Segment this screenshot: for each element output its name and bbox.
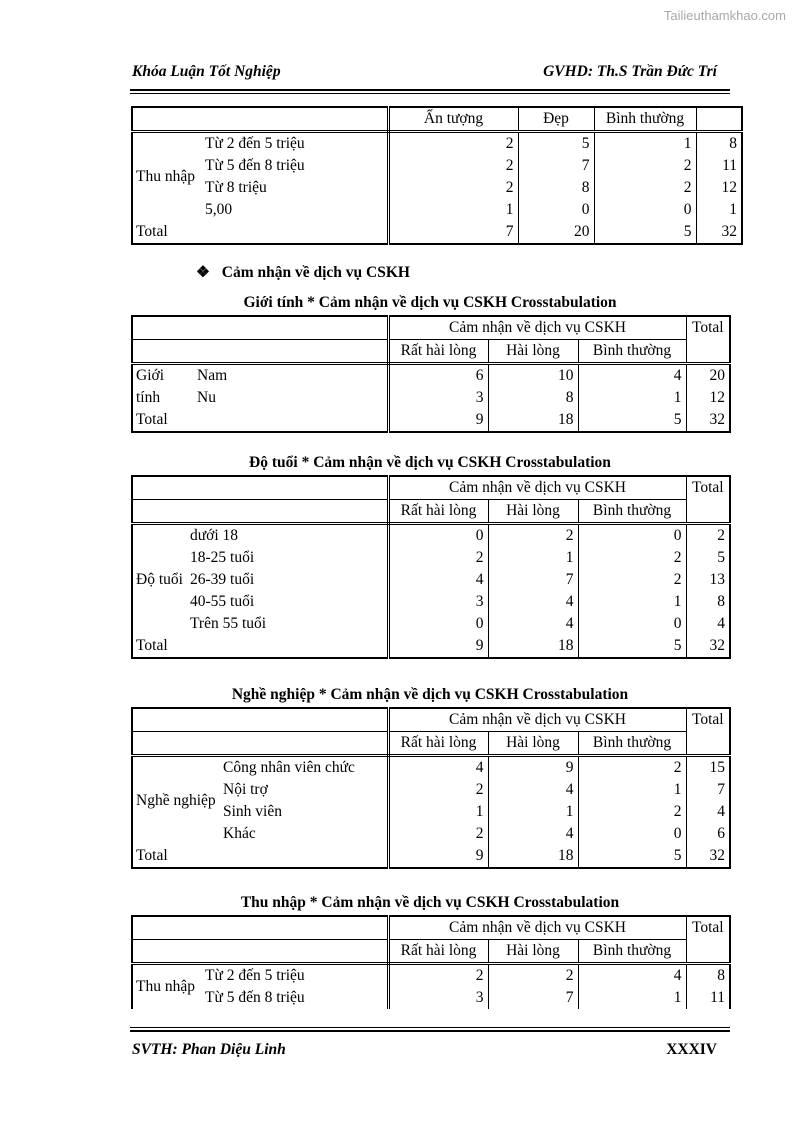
table-row: Từ 5 đến 8 triệu 3 7 1 11	[132, 987, 730, 1009]
group-label: Nghề nghiệp	[132, 756, 220, 846]
table-row: Nghề nghiệp Công nhân viên chức 4 9 2 15	[132, 756, 730, 780]
total-row: Total 7 20 5 32	[132, 221, 742, 244]
span-header: Cảm nhận về dịch vụ CSKH	[388, 316, 686, 340]
col-header: Bình thường	[578, 732, 686, 756]
row-label: Công nhân viên chức	[220, 756, 388, 780]
row-label: Từ 5 đến 8 triệu	[202, 987, 388, 1009]
table-row: Thu nhập Từ 2 đến 5 triệu 2 2 4 8	[132, 964, 730, 988]
col-header: Bình thường	[578, 940, 686, 964]
table-row: Nội trợ 2 4 1 7	[132, 779, 730, 801]
table-row: Độ tuổi dưới 18 0 2 0 2	[132, 524, 730, 548]
total-row: Total 9 18 5 32	[132, 635, 730, 658]
row-label: Từ 8 triệu	[202, 177, 388, 199]
total-label: Total	[132, 221, 202, 244]
span-header: Cảm nhận về dịch vụ CSKH	[388, 708, 686, 732]
table-row: Giới tính Nam 6 10 4 20	[132, 364, 730, 388]
row-label: Từ 2 đến 5 triệu	[202, 964, 388, 988]
table-title: Độ tuổi * Cảm nhận về dịch vụ CSKH Crosstabulation	[249, 454, 611, 471]
col-header: Hài lòng	[488, 500, 578, 524]
row-label: Từ 5 đến 8 triệu	[202, 155, 388, 177]
group-label: Độ tuổi	[132, 524, 187, 636]
total-header: Total	[686, 916, 730, 964]
watermark: Tailieuthamkhao.com	[663, 8, 786, 23]
table-row: Khác 2 4 0 6	[132, 823, 730, 845]
table-title: Giới tính * Cảm nhận về dịch vụ CSKH Crosstabulation	[243, 294, 617, 311]
col-header: Rất hài lòng	[388, 732, 488, 756]
row-label: dưới 18	[187, 524, 388, 548]
table-row: Sinh viên 1 1 2 4	[132, 801, 730, 823]
col-header: Ấn tượng	[388, 107, 518, 132]
row-label: Trên 55 tuổi	[187, 613, 388, 635]
crosstab-gender	[131, 315, 731, 433]
section-heading	[196, 263, 410, 282]
diamond-bullet-icon: ❖	[196, 264, 210, 281]
page-number: XXXIV	[666, 1041, 717, 1058]
table-title: Thu nhập * Cảm nhận về dịch vụ CSKH Crosstabulation	[240, 894, 620, 911]
crosstab-continued	[131, 106, 743, 245]
col-header: Hài lòng	[488, 340, 578, 364]
row-label: Nu	[194, 387, 388, 409]
total-row: Total 9 18 5 32	[132, 409, 730, 432]
table-row: Từ 8 triệu 2 8 2 12	[132, 177, 742, 199]
row-label: Sinh viên	[220, 801, 388, 823]
total-label: Total	[132, 845, 220, 868]
row-label: 18-25 tuổi	[187, 547, 388, 569]
header-rule	[130, 89, 730, 94]
table-row: Nu 3 8 1 12	[132, 387, 730, 409]
row-label: Nội trợ	[220, 779, 388, 801]
table-row: Trên 55 tuổi 0 4 0 4	[132, 613, 730, 635]
header-right: GVHD: Th.S Trần Đức Trí	[543, 63, 717, 80]
table-row: 26-39 tuổi 4 7 2 13	[132, 569, 730, 591]
col-header: Rất hài lòng	[388, 500, 488, 524]
crosstab-occupation	[131, 707, 731, 869]
crosstab-income	[131, 915, 731, 1009]
group-label: Thu nhập	[132, 132, 202, 222]
header-left: Khóa Luận Tốt Nghiệp	[132, 63, 281, 80]
total-label: Total	[132, 409, 194, 432]
total-header: Total	[686, 708, 730, 756]
table-title: Nghề nghiệp * Cảm nhận về dịch vụ CSKH Crosstabulation	[231, 686, 629, 703]
crosstab-age	[131, 475, 731, 659]
col-header: Rất hài lòng	[388, 940, 488, 964]
group-label: Thu nhập	[132, 964, 202, 1010]
footer-rule	[130, 1027, 730, 1032]
span-header: Cảm nhận về dịch vụ CSKH	[388, 476, 686, 500]
total-label: Total	[132, 635, 187, 658]
table-row: Thu nhập Từ 2 đến 5 triệu 2 5 1 8	[132, 132, 742, 156]
span-header: Cảm nhận về dịch vụ CSKH	[388, 916, 686, 940]
col-header: Hài lòng	[488, 940, 578, 964]
row-label: Nam	[194, 364, 388, 388]
row-label: 26-39 tuổi	[187, 569, 388, 591]
group-label: Giới tính	[132, 364, 194, 410]
row-label: 40-55 tuổi	[187, 591, 388, 613]
col-header: Bình thường	[578, 340, 686, 364]
table-row: 5,00 1 0 0 1	[132, 199, 742, 221]
total-header: Total	[686, 316, 730, 364]
table-row: 18-25 tuổi 2 1 2 5	[132, 547, 730, 569]
col-header: Rất hài lòng	[388, 340, 488, 364]
footer-left: SVTH: Phan Diệu Linh	[132, 1041, 286, 1058]
col-header: Bình thường	[594, 107, 696, 132]
table-row: Từ 5 đến 8 triệu 2 7 2 11	[132, 155, 742, 177]
col-header: Bình thường	[578, 500, 686, 524]
section-title: Cảm nhận về dịch vụ CSKH	[221, 264, 410, 281]
row-label: 5,00	[202, 199, 388, 221]
col-header: Đẹp	[518, 107, 594, 132]
row-label: Từ 2 đến 5 triệu	[202, 132, 388, 156]
total-header: Total	[686, 476, 730, 524]
col-header: Hài lòng	[488, 732, 578, 756]
total-row: Total 9 18 5 32	[132, 845, 730, 868]
row-label: Khác	[220, 823, 388, 845]
table-row: 40-55 tuổi 3 4 1 8	[132, 591, 730, 613]
